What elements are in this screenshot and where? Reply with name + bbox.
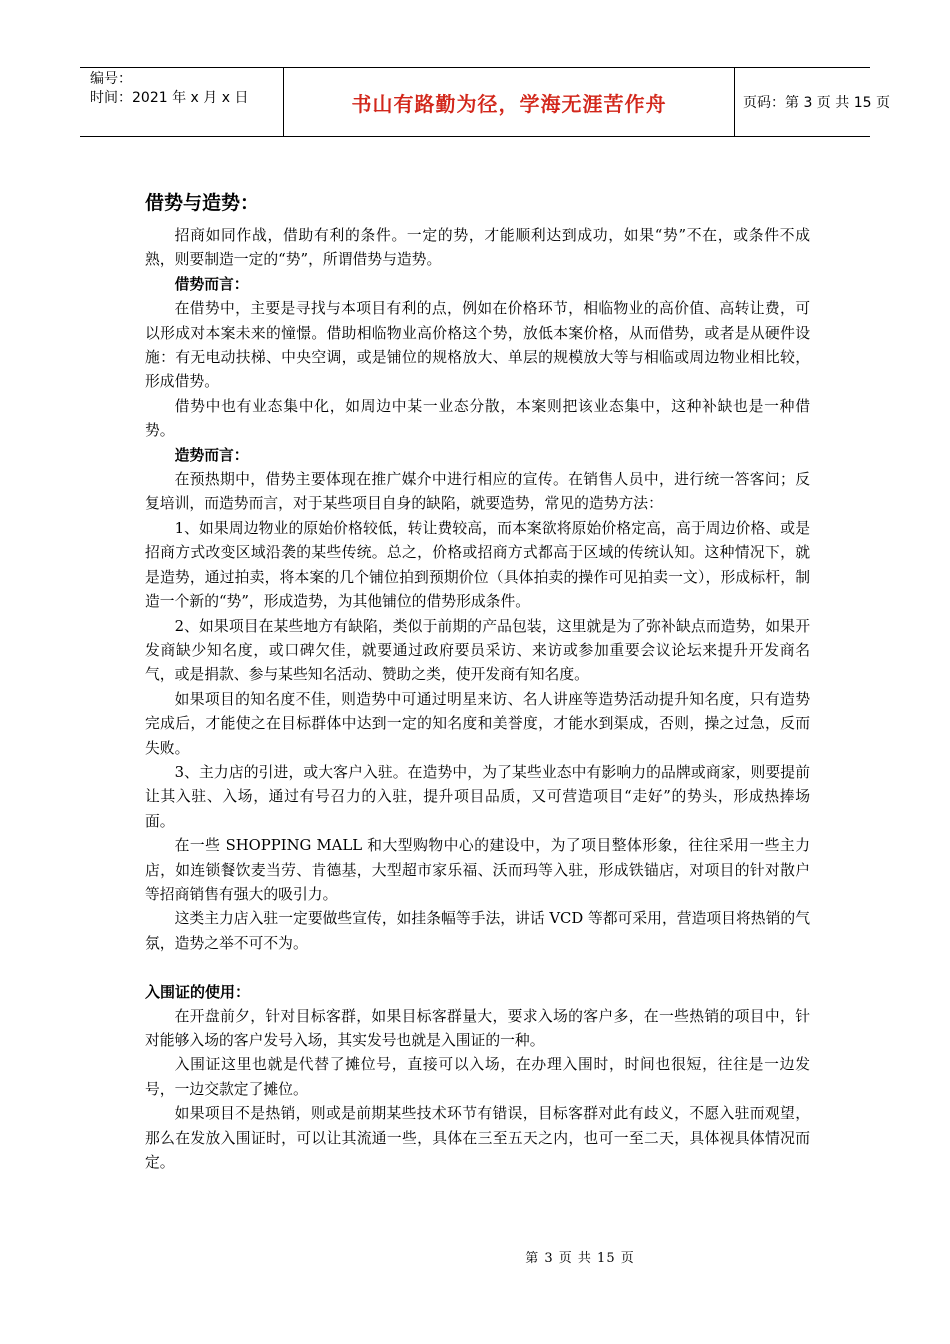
- paragraph: 入围证这里也就是代替了摊位号，直接可以入场，在办理入围时，时间也很短，往往是一边发号，一边交款定了摊位。: [145, 1056, 810, 1098]
- section-spacer: [145, 956, 810, 980]
- paragraph: 在开盘前夕，针对目标客群，如果目标客群量大，要求入场的客户多，在一些热销的项目中，针对能够入场的客户发号入场，其实发号也就是入围证的一种。: [145, 1007, 810, 1049]
- header-motto-cell: [284, 68, 735, 136]
- document-date-label: 时间：2021 年 x 月 x 日: [90, 90, 249, 106]
- subheading-borrow: 借势而言：: [174, 275, 249, 293]
- paragraph: 在借势中，主要是寻找与本项目有利的点，例如在价格环节，相临物业的高价值、高转让费，可以形成对本案未来的憧憬。借助相临物业高价格这个势，放低本案价格，从而借势，或者是从硬件设施：有无电动扶梯、中央空调，或是铺位的规格放大、单层的规模放大等与相临或周边物业相比较，形成借势。: [145, 300, 810, 391]
- header-page-info: 页码：第 3 页 共 15 页: [743, 95, 890, 111]
- section-title-borrow-create: 借势与造势：: [145, 192, 260, 214]
- section-title-admission-pass: 入围证的使用：: [145, 983, 251, 1002]
- paragraph: 2、如果项目在某些地方有缺陷，类似于前期的产品包装，这里就是为了弥补缺点而造势，如果开发商缺少知名度，或口碑欠佳，就要通过政府要员采访、来访或参加重要会议论坛来提升开发商名气，或是捐款、参与某些知名活动、赞助之类，使开发商有知名度。: [145, 617, 810, 684]
- header-meta-cell: [80, 68, 284, 136]
- paragraph-intro: 招商如同作战，借助有利的条件。一定的势，才能顺利达到成功，如果“势”不在，或条件不成熟，则要制造一定的“势”，所谓借势与造势。: [145, 227, 810, 269]
- paragraph: 如果项目的知名度不佳，则造势中可通过明星来访、名人讲座等造势活动提升知名度，只有造势完成后，才能使之在目标群体中达到一定的知名度和美誉度，才能水到渠成，否则，操之过急，反而失败。: [145, 690, 810, 757]
- paragraph: 在预热期中，借势主要体现在推广媒介中进行相应的宣传。在销售人员中，进行统一答客问；反复培训，而造势而言，对于某些项目自身的缺陷，就要造势，常见的造势方法：: [145, 471, 810, 513]
- paragraph: 3、主力店的引进，或大客户入驻。在造势中，为了某些业态中有影响力的品牌或商家，则要提前让其入驻、入场，通过有号召力的入驻，提升项目品质，又可营造项目“走好”的势头，形成热捧场面。: [145, 763, 810, 830]
- header-page-cell: [735, 68, 890, 136]
- page-footer: 第 3 页 共 15 页: [525, 1251, 635, 1266]
- subheading-create: 造势而言：: [174, 446, 249, 464]
- paragraph: 1、如果周边物业的原始价格较低，转让费较高，而本案欲将原始价格定高，高于周边价格、或是招商方式改变区域沿袭的某些传统。总之，价格或招商方式都高于区域的传统认知。这种情况下，就是造势，通过拍卖，将本案的几个铺位拍到预期价位（具体拍卖的操作可见拍卖一文），形成标杆，制造一个新的“势”，形成造势，为其他铺位的借势形成条件。: [145, 519, 810, 611]
- paragraph: 借势中也有业态集中化，如周边中某一业态分散，本案则把该业态集中，这种补缺也是一种借势。: [145, 397, 810, 440]
- paragraph: 这类主力店入驻一定要做些宣传，如挂条幅等手法，讲话 VCD 等都可采用，营造项目将热销的气氛，造势之举不可不为。: [145, 910, 810, 952]
- document-body: [145, 190, 810, 1175]
- motto-text: 书山有路勤为径，学海无涯苦作舟: [351, 91, 667, 116]
- paragraph: 如果项目不是热销，则或是前期某些技术环节有错误，目标客群对此有歧义，不愿入驻而观望，那么在发放入围证时，可以让其流通一些，具体在三至五天之内，也可一至二天，具体视具体情况而定。: [145, 1105, 810, 1172]
- header-table: [80, 67, 890, 137]
- paragraph: 在一些 SHOPPING MALL 和大型购物中心的建设中，为了项目整体形象，往往采用一些主力店，如连锁餐饮麦当劳、肯德基，大型超市家乐福、沃而玛等入驻，形成铁锚店，对项目的针对散户等招商销售有强大的吸引力。: [145, 837, 810, 903]
- document-number-label: 编号：: [90, 71, 132, 87]
